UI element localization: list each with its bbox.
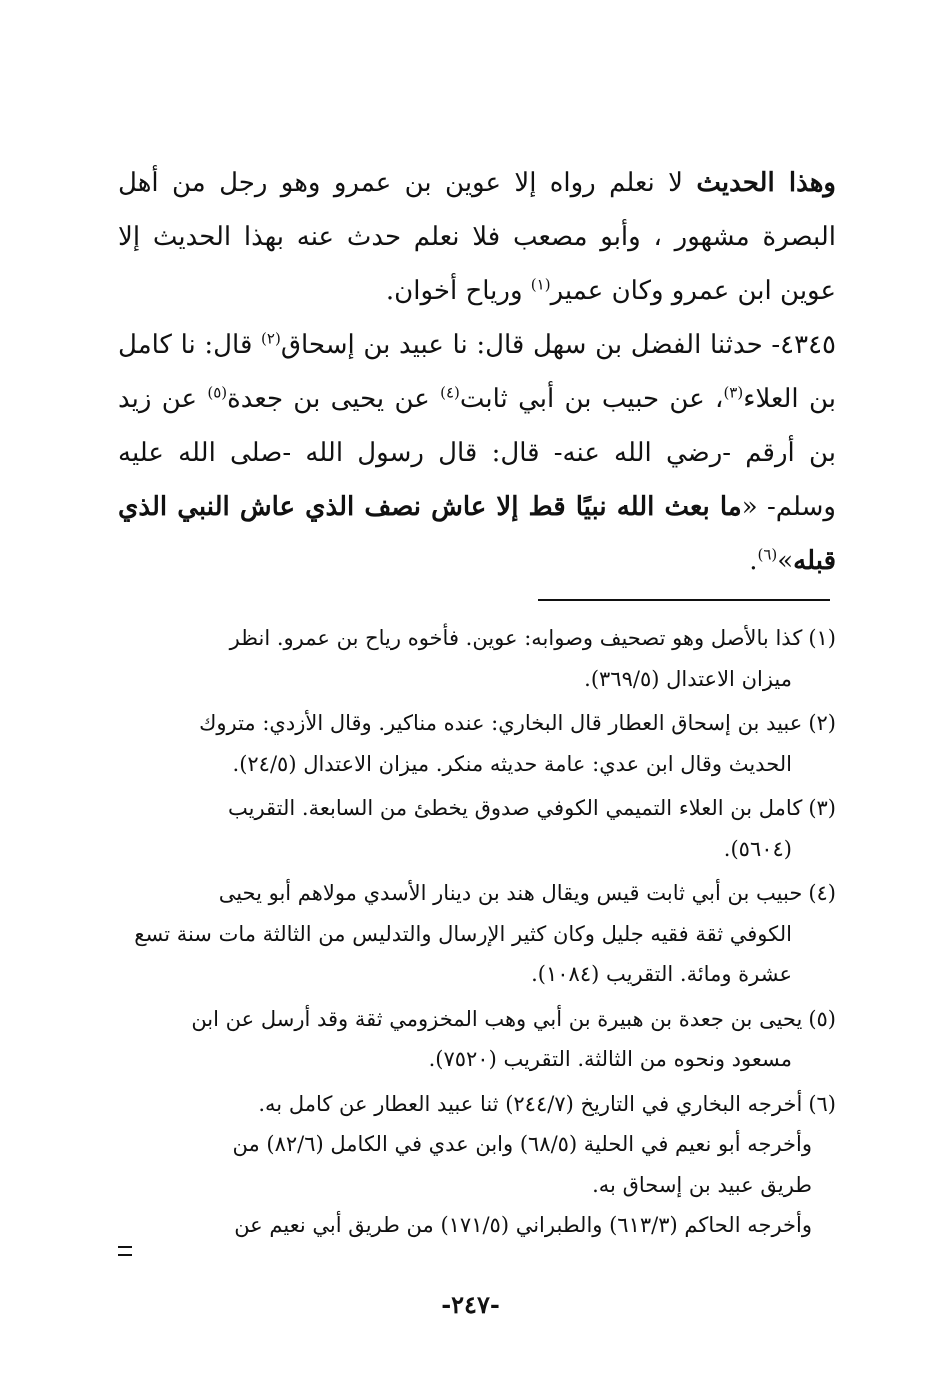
footnote-text-cont: عشرة ومائة. التقريب (١٠٨٤).: [531, 962, 792, 986]
footnote-number: (٦): [808, 1091, 836, 1116]
paragraph-commentary: [118, 156, 836, 318]
footnote-text-cont: الحديث وقال ابن عدي: عامة حديثه منكر. ميزان الاعتدال (٢٤/٥).: [232, 751, 792, 776]
footnote-ref-4: (٤): [440, 383, 460, 402]
footnote-text-cont: الكوفي ثقة فقيه جليل وكان كثير الإرسال والتدليس من الثالثة مات سنة تسع: [134, 921, 792, 946]
isnad-part-e: عن زيد بن أرقم -رضي الله عنه- قال: قال رسول الله -صلى الله عليه وسلم- «: [118, 384, 836, 522]
footnote-ref-1: (١): [530, 275, 551, 294]
footnote-number: (٣): [808, 796, 836, 820]
page-number: -٢٤٧-: [441, 1290, 500, 1319]
footnote-text: كذا بالأصل وهو تصحيف وصوابه: عوين. فأخوه رياح بن عمرو. انظر: [229, 626, 803, 650]
hadith-matn: ما بعث الله نبيًا قط إلا عاش نصف الذي عاش النبي الذي قبله: [118, 492, 836, 576]
paragraph-lead: وهذا الحديث: [696, 168, 836, 198]
paragraph-text: لا نعلم رواه إلا عوين بن عمرو وهو رجل من أهل البصرة مشهور ، وأبو مصعب فلا نعلم حدث عنه بهذا الحديث إلا عوين ابن عمرو وكان عمير: [118, 168, 836, 306]
footnote-text-cont: وأخرجه الحاكم (٦١٣/٣) والطبراني (١٧١/٥) من طريق أبي نعيم عن: [234, 1213, 812, 1237]
footnote-5: [118, 999, 836, 1080]
footnote-text-cont: وأخرجه أبو نعيم في الحلية (٦٨/٥) وابن عدي في الكامل (٨٢/٦) من: [232, 1132, 812, 1156]
main-text: [118, 156, 836, 588]
isnad-part-b: قال: نا كامل بن العلاء: [118, 330, 836, 414]
paragraph-end-mark: .: [749, 546, 758, 576]
footnote-text: عبيد بن إسحاق العطار قال البخاري: عنده مناكير. وقال الأزدي: متروك: [199, 711, 803, 735]
footnotes: [118, 618, 836, 1250]
footnote-ref-3: (٣): [723, 383, 744, 402]
isnad-part-a: ٤٣٤٥- حدثنا الفضل بن سهل قال: نا عبيد بن إسحاق: [280, 330, 836, 360]
isnad-part-c: ، عن حبيب بن أبي ثابت: [459, 384, 724, 414]
footnote-text: أخرجه البخاري في التاريخ (٢٤٤/٧) ثنا عبيد العطار عن كامل به.: [258, 1091, 803, 1116]
footnote-ref-5: (٥): [207, 383, 228, 402]
footnote-number: (٤): [808, 881, 836, 905]
footnote-text-cont: ميزان الاعتدال (٣٦٩/٥).: [584, 666, 792, 691]
footnote-text: يحيى بن جعدة بن هبيرة بن أبي وهب المخزومي ثقة وقد أرسل عن ابن: [191, 1006, 803, 1031]
footnote-3: [118, 788, 836, 869]
footnote-separator: [538, 599, 830, 601]
footnote-number: (١): [808, 626, 836, 650]
paragraph-hadith-4345: [118, 318, 836, 588]
footnote-ref-6: (٦): [757, 545, 778, 564]
continuation-mark: [118, 1246, 132, 1256]
paragraph-text-end: ورياح أخوان.: [385, 276, 531, 306]
footnote-text-cont: (٥٦٠٤).: [723, 836, 792, 861]
footnote-text: حبيب بن أبي ثابت قيس ويقال هند بن دينار الأسدي مولاهم أبو يحيى: [218, 881, 803, 905]
footnote-text-cont: مسعود ونحوه من الثالثة. التقريب (٧٥٢٠).: [428, 1047, 792, 1071]
footnote-1: [118, 618, 836, 699]
isnad-part-d: عن يحيى بن جعدة: [227, 384, 441, 414]
footnote-text-cont: طريق عبيد بن إسحاق به.: [592, 1172, 812, 1197]
footnote-2: [118, 703, 836, 784]
footnote-ref-2: (٢): [261, 329, 281, 348]
footnote-6: [118, 1084, 836, 1246]
footnote-number: (٥): [808, 1006, 836, 1031]
footnote-text: كامل بن العلاء التميمي الكوفي صدوق يخطئ من السابعة. التقريب: [228, 796, 803, 820]
quote-close: »: [777, 546, 794, 576]
footnote-4: [118, 873, 836, 995]
footnote-number: (٢): [808, 711, 836, 735]
